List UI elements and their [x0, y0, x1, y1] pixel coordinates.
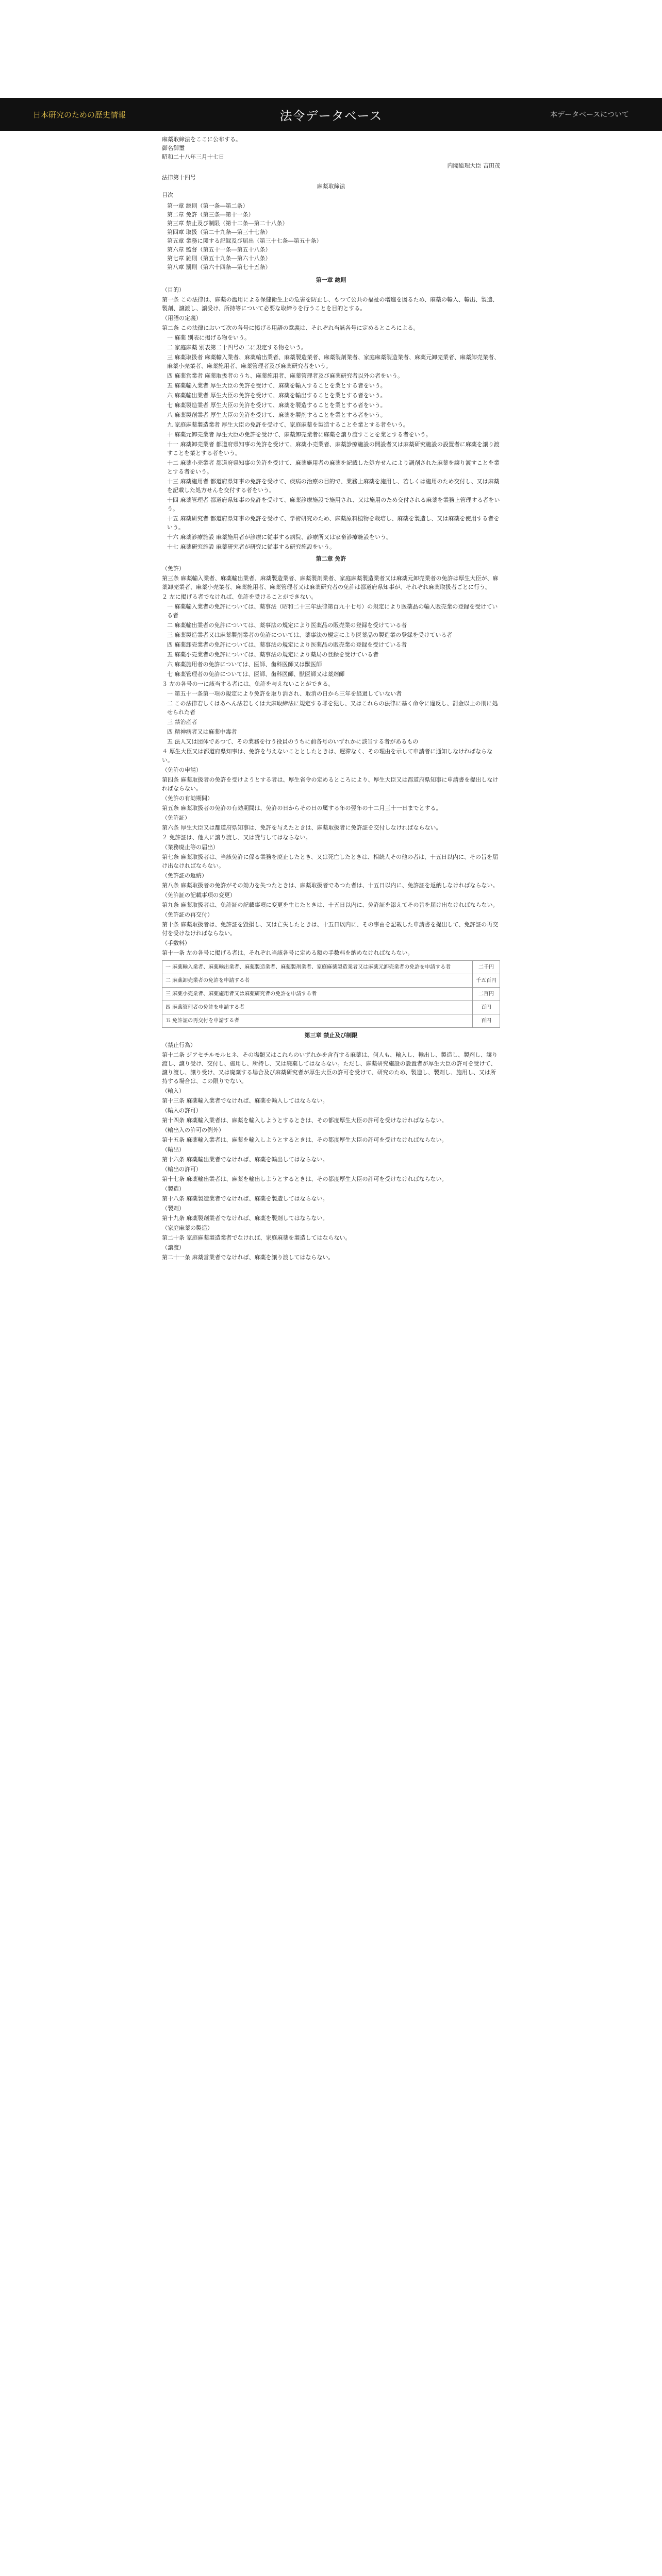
table-row: [162, 974, 500, 988]
article-text: 第二十一条 麻薬営業者でなければ、麻薬を譲り渡してはならない。: [162, 1254, 334, 1261]
about-link[interactable]: 本データベースについて: [550, 111, 629, 119]
article-text: 第十条 麻薬取扱者は、免許証を毀損し、又は亡失したときは、十五日以内に、その事由を記載した申請書を提出して、免許証の再交付を受けなければならない。: [162, 921, 499, 937]
article-caption: （免許証）: [162, 815, 190, 821]
article-text: 第六条 厚生大臣又は都道府県知事は、免許を与えたときは、麻薬取扱者に免許証を交付しなければならない。: [162, 824, 442, 831]
toc-item[interactable]: 第四章 取扱（第二十九条―第三十七条）: [167, 229, 271, 235]
article-text: 第八条 麻薬取扱者の免許がその効力を失つたときは、麻薬取扱者であつた者は、十五日以内に、免許証を返納しなければならない。: [162, 882, 499, 889]
article-caption: （免許証の返納）: [162, 872, 207, 879]
article-caption: （譲渡）: [162, 1244, 185, 1251]
toc-item[interactable]: 第一章 総則（第一条―第二条）: [167, 202, 249, 209]
definition-item: 十六 麻薬診療施設 麻薬施用者が診療に従事する病院、診療所又は家畜診療施設をいう。: [167, 534, 392, 540]
eligibility-item: 七 麻薬管理者の免許については、医師、歯科医師、獣医師又は薬剤師: [167, 671, 345, 677]
disqualification-item: 五 法人又は団体であつて、その業務を行う役員のうちに前各号のいずれかに該当する者があるもの: [167, 738, 419, 745]
article-caption: （輸出入の許可の例外）: [162, 1127, 224, 1133]
definition-item: 十一 麻薬卸売業者 都道府県知事の免許を受けて、麻薬小売業者、麻薬診療施設の開設者又は麻薬研究施設の設置者に麻薬を譲り渡すことを業とする者をいう。: [167, 441, 500, 456]
article-text: 第四条 麻薬取扱者の免許を受けようとする者は、厚生省令の定めるところにより、厚生大臣又は都道府県知事に申請書を提出しなければならない。: [162, 776, 499, 792]
toc-item[interactable]: 第六章 監督（第五十一条―第五十八条）: [167, 246, 271, 253]
article-text: 第十八条 麻薬製造業者でなければ、麻薬を製造してはならない。: [162, 1195, 328, 1202]
disqualification-list: [167, 689, 500, 746]
definition-item: 四 麻薬営業者 麻薬取扱者のうち、麻薬施用者、麻薬管理者及び麻薬研究者以外の者をいう。: [167, 372, 403, 379]
article-caption: （免許証の記載事項の変更）: [162, 892, 236, 899]
article-caption: （輸出の許可）: [162, 1166, 202, 1173]
fee-label: 三 麻薬小売業者、麻薬施用者又は麻薬研究者の免許を申請する者: [162, 988, 473, 1001]
fee-table: [162, 960, 500, 1028]
article-caption: （製剤）: [162, 1205, 185, 1212]
article-text: 第十二条 ジアセチルモルヒネ、その塩類又はこれらのいずれかを含有する麻薬は、何人も、輸入し、輸出し、製造し、製剤し、譲り渡し、譲り受け、交付し、施用し、所持し、又は廃棄してはならない。ただし、麻薬研究施設の設置者が厚生大臣の許可を受けて、譲り渡し、譲り受け、又は廃棄する場合及び麻薬研究者が厚生大臣の許可を受けて、研究のため、製造し、製剤し、施用し、又は所持する場合は、この限りでない。: [162, 1052, 498, 1084]
definition-item: 二 家庭麻薬 別表第二十四号の二に規定する物をいう。: [167, 344, 307, 351]
definition-item: 三 麻薬取扱者 麻薬輸入業者、麻薬輸出業者、麻薬製造業者、麻薬製剤業者、家庭麻薬製造業者、麻薬元卸売業者、麻薬卸売業者、麻薬小売業者、麻薬施用者、麻薬管理者及び麻薬研究者をいう。: [167, 354, 500, 369]
chapter-heading: 第二章 免許: [316, 555, 346, 562]
article-caption: （製造）: [162, 1185, 185, 1192]
definition-item: 八 麻薬製剤業者 厚生大臣の免許を受けて、麻薬を製剤することを業とする者をいう。: [167, 412, 386, 418]
definitions-list: [167, 333, 500, 551]
article-caption: （手数料）: [162, 940, 190, 946]
definition-item: 十七 麻薬研究施設 麻薬研究者が研究に従事する研究施設をいう。: [167, 544, 335, 550]
fee-label: 五 免許証の再交付を申請する者: [162, 1014, 473, 1028]
definition-item: 十五 麻薬研究者 都道府県知事の免許を受けて、学術研究のため、麻薬原料植物を栽培し、麻薬を製造し、又は麻薬を使用する者をいう。: [167, 515, 500, 531]
fee-amount: 百円: [473, 1001, 500, 1014]
disqualification-item: 三 禁治産者: [167, 719, 197, 725]
article-text: 第十九条 麻薬製剤業者でなければ、麻薬を製剤してはならない。: [162, 1215, 328, 1222]
intro-line: 御名御璽: [162, 145, 185, 151]
article-caption: （免許の申請）: [162, 767, 202, 773]
chapter-heading: 第一章 総則: [316, 277, 346, 283]
definition-item: 五 麻薬輸入業者 厚生大臣の免許を受けて、麻薬を輸入することを業とする者をいう。: [167, 382, 386, 389]
table-row: [162, 1014, 500, 1028]
article-caption: （用語の定義）: [162, 315, 202, 321]
toc-item[interactable]: 第二章 免許（第三条―第十一条）: [167, 211, 254, 218]
article-text: 第十三条 麻薬輸入業者でなければ、麻薬を輸入してはならない。: [162, 1097, 328, 1104]
toc: [167, 201, 500, 272]
definition-item: 十二 麻薬小売業者 都道府県知事の免許を受けて、麻薬施用者の麻薬を記載した処方せんにより調剤された麻薬を譲り渡すことを業とする者をいう。: [167, 460, 500, 475]
disqualification-item: 四 精神病者又は麻薬中毒者: [167, 728, 237, 735]
definition-item: 一 麻薬 別表に掲げる物をいう。: [167, 334, 250, 341]
law-document: [162, 135, 500, 1263]
definition-item: 十三 麻薬施用者 都道府県知事の免許を受けて、疾病の治療の目的で、業務上麻薬を施用し、若しくは施用のため交付し、又は麻薬を記載した処方せんを交付する者をいう。: [167, 478, 500, 494]
table-row: [162, 1001, 500, 1014]
definition-item: 十四 麻薬管理者 都道府県知事の免許を受けて、麻薬診療施設で施用され、又は施用のため交付される麻薬を業務上管理する者をいう。: [167, 497, 500, 512]
fee-label: 四 麻薬管理者の免許を申請する者: [162, 1001, 473, 1014]
fee-amount: 二百円: [473, 988, 500, 1001]
table-row: [162, 961, 500, 974]
article-caption: （輸出）: [162, 1146, 185, 1153]
eligibility-item: 一 麻薬輸入業者の免許については、薬事法（昭和二十三年法律第百九十七号）の規定により医薬品の輸入販売業の登録を受けている者: [167, 603, 498, 619]
law-number: 法律第十四号: [162, 174, 196, 181]
fee-amount: 二千円: [473, 961, 500, 974]
article-caption: （免許）: [162, 565, 185, 572]
article-caption: （免許の有効期間）: [162, 795, 213, 802]
article-paragraph: ２ 左に掲げる者でなければ、免許を受けることができない。: [162, 594, 317, 600]
chapter-heading: 第三章 禁止及び制限: [304, 1032, 358, 1039]
article-caption: （業務廃止等の届出）: [162, 844, 219, 851]
article-text: 第十六条 麻薬輸出業者でなければ、麻薬を輸出してはならない。: [162, 1156, 328, 1163]
site-header: [0, 98, 662, 131]
article-caption: （家庭麻薬の製造）: [162, 1225, 213, 1231]
eligibility-item: 四 麻薬卸売業者の免許については、薬事法の規定により医薬品の販売業の登録を受けている者: [167, 641, 407, 648]
article-paragraph: ３ 左の各号の一に該当する者には、免許を与えないことができる。: [162, 681, 334, 687]
fee-label: 一 麻薬輸入業者、麻薬輸出業者、麻薬製造業者、麻薬製剤業者、家庭麻薬製造業者又は麻薬元卸売業者の免許を申請する者: [162, 961, 473, 974]
article-text: 第五条 麻薬取扱者の免許の有効期間は、免許の日からその日の属する年の翌年の十二月三十一日までとする。: [162, 805, 442, 811]
article-caption: （免許証の再交付）: [162, 911, 213, 918]
article-text: 第三条 麻薬輸入業者、麻薬輸出業者、麻薬製造業者、麻薬製剤業者、家庭麻薬製造業者又は麻薬元卸売業者の免許は厚生大臣が、麻薬卸売業者、麻薬小売業者、麻薬施用者、麻薬管理者又は麻薬研究者の免許は都道府県知事が、それぞれ麻薬取扱者ごとに行う。: [162, 575, 499, 590]
article-text: 第十五条 麻薬輸入業者は、麻薬を輸入しようとするときは、その都度厚生大臣の許可を受けなければならない。: [162, 1137, 448, 1143]
article-paragraph: ４ 厚生大臣又は都道府県知事は、免許を与えないこととしたときは、遅滞なく、その理由を示して申請者に通知しなければならない。: [162, 748, 493, 764]
article-caption: （輸入）: [162, 1088, 185, 1094]
site-title: 法令データベース: [279, 108, 383, 123]
eligibility-list: [167, 602, 500, 679]
definition-item: 十 麻薬元卸売業者 厚生大臣の免許を受けて、麻薬卸売業者に麻薬を譲り渡すことを業とする者をいう。: [167, 431, 432, 438]
article-text: 第二条 この法律において次の各号に掲げる用語の意義は、それぞれ当該各号に定めるところによる。: [162, 325, 419, 331]
eligibility-item: 三 麻薬製造業者又は麻薬製剤業者の免許については、薬事法の規定により医薬品の製造業の登録を受けている者: [167, 632, 453, 638]
eligibility-item: 六 麻薬施用者の免許については、医師、歯科医師又は獣医師: [167, 661, 322, 668]
article-text: 第一条 この法律は、麻薬の濫用による保健衛生上の危害を防止し、もつて公共の福祉の増進を図るため、麻薬の輸入、輸出、製造、製剤、譲渡し、譲受け、所持等について必要な取締りを行うことを目的とする。: [162, 296, 499, 312]
article-text: 第十四条 麻薬輸入業者は、麻薬を輸入しようとするときは、その都度厚生大臣の許可を受けなければならない。: [162, 1117, 448, 1124]
article-text: 第七条 麻薬取扱者は、当該免許に係る業務を廃止したとき、又は死亡したときは、相続人その他の者は、十五日以内に、その旨を届け出なければならない。: [162, 854, 499, 869]
article-paragraph: ２ 免許証は、他人に譲り渡し、又は貸与してはならない。: [162, 834, 311, 841]
disqualification-item: 二 この法律若しくはあへん法若しくは大麻取締法に規定する罪を犯し、又はこれらの法律に基く命令に違反し、罰金以上の刑に処せられた者: [167, 700, 498, 716]
definition-item: 九 家庭麻薬製造業者 厚生大臣の免許を受けて、家庭麻薬を製造することを業とする者をいう。: [167, 421, 409, 428]
article-caption: （目的）: [162, 286, 185, 293]
article-caption: （禁止行為）: [162, 1042, 196, 1048]
article-text: 第九条 麻薬取扱者は、免許証の記載事項に変更を生じたときは、十五日以内に、免許証を添えてその旨を届け出なければならない。: [162, 902, 499, 908]
article-text: 第十一条 左の各号に掲げる者は、それぞれ当該各号に定める額の手数料を納めなければならない。: [162, 950, 413, 956]
definition-item: 六 麻薬輸出業者 厚生大臣の免許を受けて、麻薬を輸出することを業とする者をいう。: [167, 392, 386, 399]
fee-label: 二 麻薬卸売業者の免許を申請する者: [162, 974, 473, 988]
intro-line: 昭和二十八年三月十七日: [162, 154, 224, 160]
intro-line: 内閣総理大臣 吉田茂: [447, 162, 500, 169]
table-row: [162, 988, 500, 1001]
site-brand-link[interactable]: 日本研究のための歴史情報: [33, 110, 126, 120]
definition-item: 七 麻薬製造業者 厚生大臣の免許を受けて、麻薬を製造することを業とする者をいう。: [167, 402, 386, 409]
fee-amount: 百円: [473, 1014, 500, 1028]
toc-item[interactable]: 第五章 業務に関する記録及び届出（第三十七条―第五十条）: [167, 238, 322, 244]
toc-title: 目次: [162, 192, 173, 198]
eligibility-item: 五 麻薬小売業者の免許については、薬事法の規定により薬局の登録を受けている者: [167, 651, 379, 658]
toc-item[interactable]: 第三章 禁止及び制限（第十二条―第二十八条）: [167, 220, 288, 227]
fee-amount: 千五百円: [473, 974, 500, 988]
article-text: 第十七条 麻薬輸出業者は、麻薬を輸出しようとするときは、その都度厚生大臣の許可を受けなければならない。: [162, 1176, 448, 1182]
toc-item[interactable]: 第七章 雑則（第五十九条―第六十八条）: [167, 255, 271, 262]
article-caption: （輸入の許可）: [162, 1107, 202, 1114]
disqualification-item: 一 第五十一条第一項の規定により免許を取り消され、取消の日から三年を経過していない者: [167, 690, 402, 697]
article-text: 第二十条 家庭麻薬製造業者でなければ、家庭麻薬を製造してはならない。: [162, 1234, 351, 1241]
intro-line: 麻薬取締法をここに公布する。: [162, 136, 241, 143]
toc-item[interactable]: 第八章 罰則（第六十四条―第七十五条）: [167, 264, 271, 270]
eligibility-item: 二 麻薬輸出業者の免許については、薬事法の規定により医薬品の販売業の登録を受けている者: [167, 622, 407, 629]
law-title: 麻薬取締法: [317, 183, 345, 190]
